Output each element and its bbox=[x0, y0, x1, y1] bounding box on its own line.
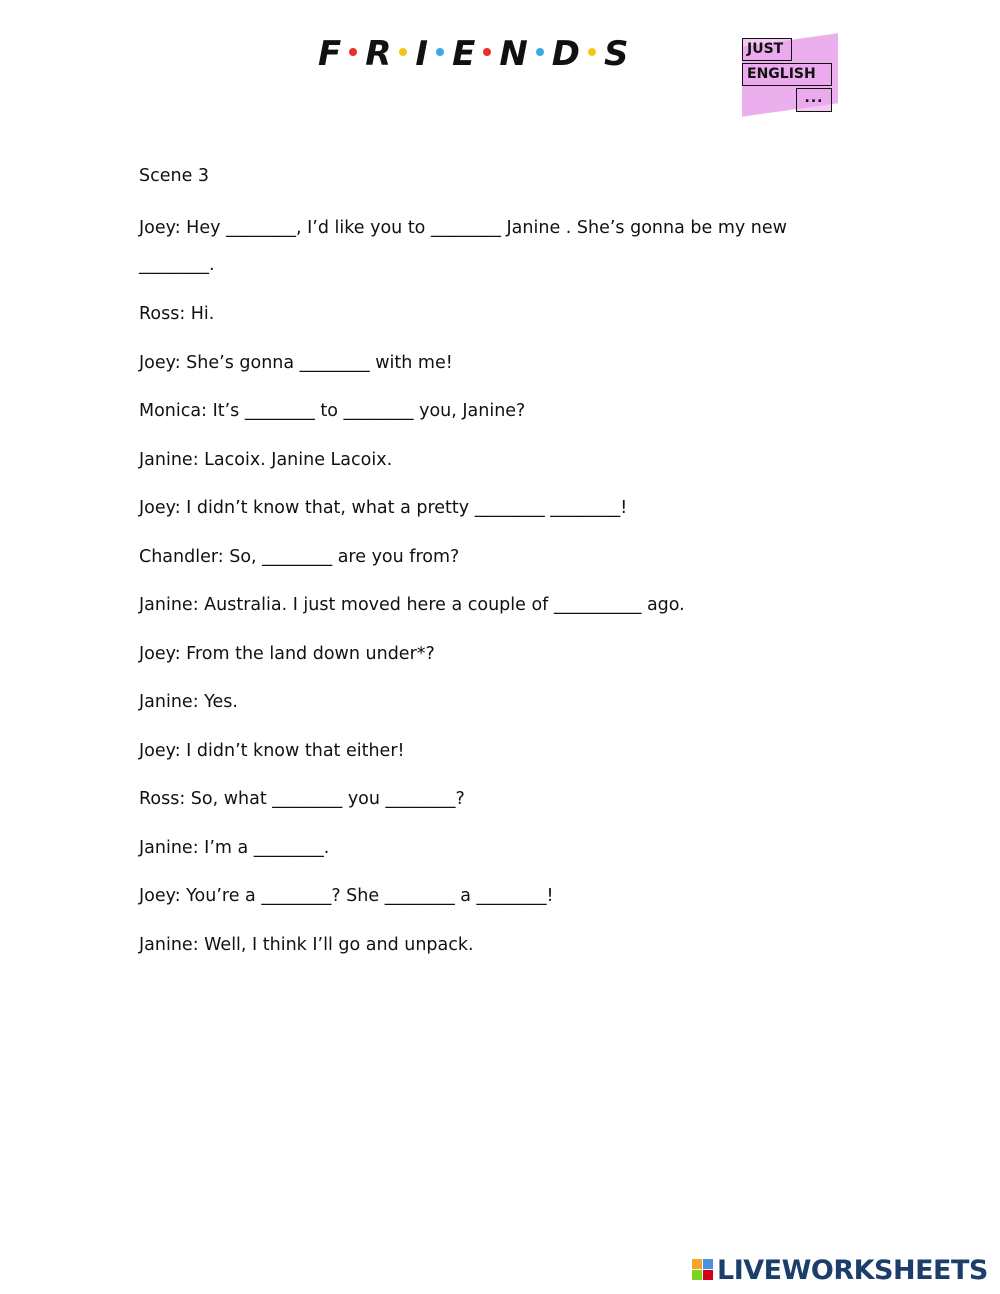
liveworksheets-icon bbox=[692, 1259, 714, 1281]
dialogue-line: Ross: So, what ________ you ________? bbox=[139, 789, 465, 809]
worksheet-content bbox=[139, 162, 839, 979]
logo-dot bbox=[349, 48, 357, 56]
logo-letter: S bbox=[604, 34, 629, 74]
dialogue-line: Joey: She’s gonna ________ with me! bbox=[139, 352, 453, 373]
badge-line-english: ENGLISH bbox=[742, 63, 832, 86]
scene-title: Scene 3 bbox=[139, 166, 210, 186]
icon-square bbox=[692, 1270, 702, 1280]
logo-letter: R bbox=[365, 34, 392, 74]
logo-letter: F bbox=[318, 34, 342, 74]
dialogue-line: Joey: Hey ________, I’d like you to ________ Janine . She’s gonna be my new ________. bbox=[139, 218, 787, 275]
logo-dot bbox=[536, 48, 544, 56]
liveworksheets-logo[interactable] bbox=[692, 1255, 988, 1285]
logo-dot bbox=[588, 48, 596, 56]
logo-dot bbox=[399, 48, 407, 56]
dialogue-line: Janine: Australia. I just moved here a couple of __________ ago. bbox=[139, 595, 685, 615]
logo-letter: I bbox=[415, 34, 429, 74]
dialogue-line: Janine: I’m a ________. bbox=[139, 837, 330, 858]
logo-dot bbox=[436, 48, 444, 56]
dialogue-line: Janine: Lacoix. Janine Lacoix. bbox=[139, 449, 393, 470]
dialogue-line: Chandler: So, ________ are you from? bbox=[139, 546, 460, 567]
icon-square bbox=[692, 1259, 702, 1269]
icon-square bbox=[703, 1270, 713, 1280]
logo-letter: D bbox=[551, 34, 581, 74]
logo-dot bbox=[483, 48, 491, 56]
dialogue-line: Joey: You’re a ________? She ________ a ________! bbox=[139, 886, 554, 906]
badge-line-just: JUST bbox=[742, 38, 792, 61]
dialogue-line: Joey: I didn’t know that, what a pretty ________ ________! bbox=[139, 498, 628, 518]
dialogue-line: Joey: I didn’t know that either! bbox=[139, 740, 405, 761]
dialogue-line: Ross: Hi. bbox=[139, 304, 215, 324]
logo-letter: N bbox=[499, 34, 528, 74]
dialogue-line: Janine: Well, I think I’ll go and unpack. bbox=[139, 934, 474, 955]
badge-line-dots: ... bbox=[796, 88, 832, 112]
dialogue-line: Monica: It’s ________ to ________ you, Janine? bbox=[139, 401, 526, 421]
logo-letter: E bbox=[452, 34, 476, 74]
dialogue-line: Janine: Yes. bbox=[139, 692, 238, 712]
just-english-badge bbox=[736, 34, 842, 116]
friends-logo bbox=[318, 34, 629, 74]
dialogue-line: Joey: From the land down under*? bbox=[139, 643, 435, 664]
liveworksheets-brand: LIVEWORKSHEETS bbox=[717, 1254, 988, 1286]
icon-square bbox=[703, 1259, 713, 1269]
